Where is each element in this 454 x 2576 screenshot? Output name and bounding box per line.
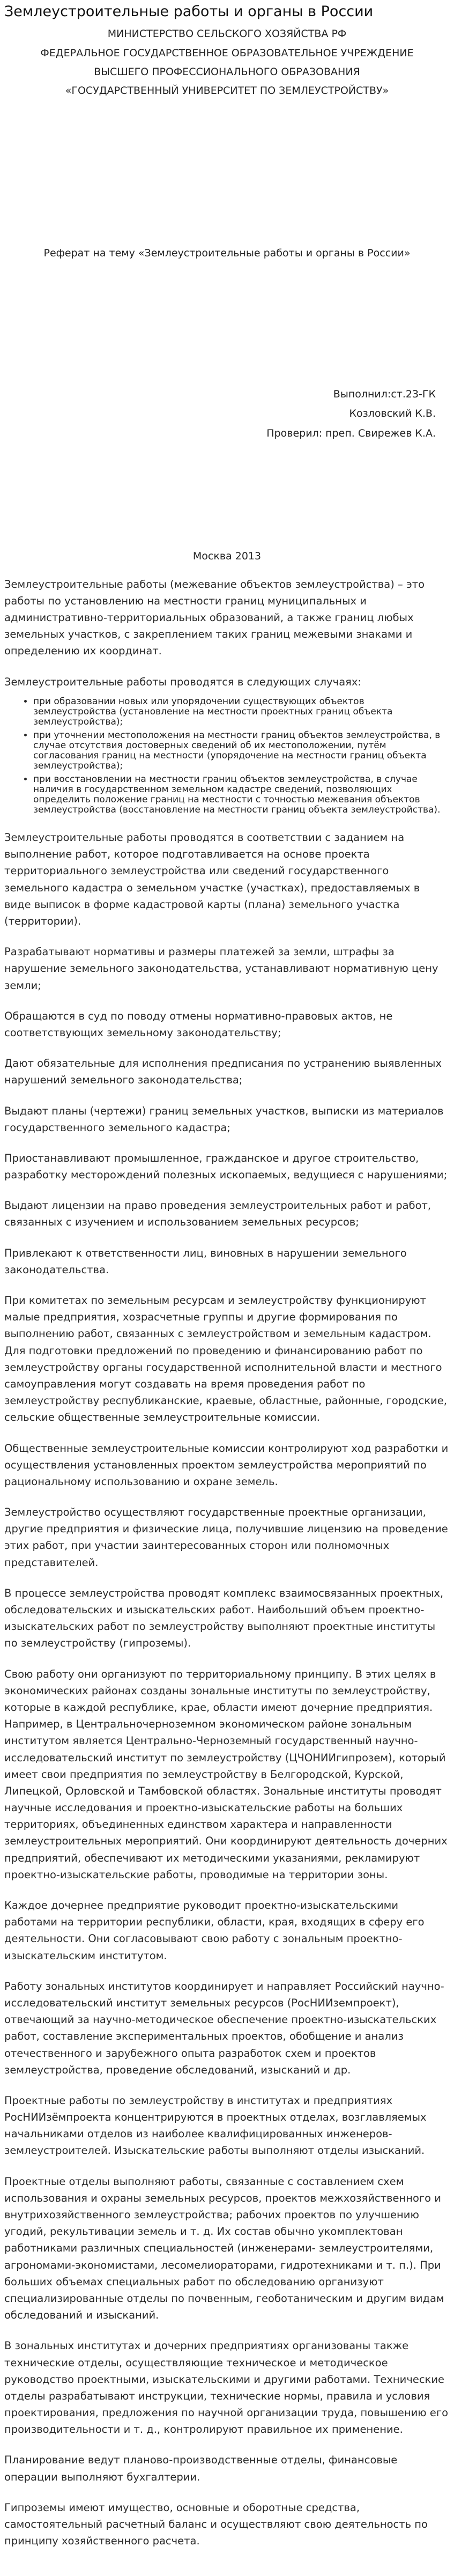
document-title: Землеустроительные работы и органы в России — [4, 3, 374, 20]
checked-by: Проверил: преп. Свирежев К.А. — [266, 427, 436, 439]
paragraph: Землеустройство осуществляют государственные проектные организации, другие предприятия и физические лица, получившие лицензию на проведение этих работ, при участии заинтересованных сторон или полномочных представителей. — [4, 1506, 448, 1569]
header-line-ministry: МИНИСТЕРСТВО СЕЛЬСКОГО ХОЗЯЙСТВА РФ — [107, 28, 347, 40]
paragraph: Гипроземы имеют имущество, основные и оборотные средства, самостоятельный расчетный баланс и осуществляют свою деятельность по принципу хозяйственного расчета. — [4, 2501, 428, 2548]
essay-topic: Реферат на тему «Землеустроительные работы и органы в России» — [43, 247, 411, 259]
paragraph: Каждое дочернее предприятие руководит проектно-изыскательскими работами на территории республики, области, края, входящих в сферу его деятельности. Они согласовывают свою работу с зональным проектно-изыскательским институтом. — [4, 1899, 425, 1962]
paragraph: В зональных институтах и дочерних предприятиях организованы также технические отделы, осуществляющие техническое и методическое руководство проектными, изыскательскими и другими работами. Технические отделы разрабатывают инструкции, технические нормы, правила и условия проектирования, предложения по научной организации труда, повышению его производительности и т. д., контролируют правильное их применение. — [4, 2339, 449, 2436]
paragraph: Проектные работы по землеустройству в институтах и предприятиях РосНИИзёмпроекта концентрируются в проектных отделах, возглавляемых начальниками отделов из наиболее квалифицированных инженеров-землеустроителей. Изыскательские работы выполняют отделы изысканий. — [4, 2094, 427, 2157]
paragraph: Планирование ведут планово-производственные отделы, финансовые операции выполняют бухгалтерии. — [4, 2454, 398, 2483]
paragraph: Выдают лицензии на право проведения землеустроительных работ и работ, связанных с изучением и использованием земельных ресурсов; — [4, 1199, 431, 1229]
paragraph: Свою работу они организуют по территориальному принципу. В этих целях в экономических районах созданы зональные институты по землеустройству, которые в каждой республике, крае, области имеют дочерние предприятия. Например, в Центральночерноземном экономическом районе зональным институтом является Центрально-Черноземный государственный научно-исследовательский институт по землеустройству (ЦЧОНИИгипрозем), который имеет свои предприятия по землеустройству в Белгородской, Курской, Липецкой, Орловской и Тамбовской областях. Зональные институты проводят научные исследования и проектно-изыскательские работы на больших территориях, объединенных единством характера и направленности землеустроительных мероприятий. Они координируют деятельность дочерних предприятий, обеспечивают их методическими указаниями, рекламируют проектно-изыскательские работы, проводимые на территории зоны. — [4, 1667, 448, 1881]
paragraph: При комитетах по земельным ресурсам и землеустройству функционируют малые предприятия, хозрасчетные группы и другие формирования по выполнению работ, связанных с землеустройством и земельным кадастром. Для подготовки предложений по проведению и финансированию работ по землеустройству органы государственной исполнительной власти и местного самоуправления могут создавать на время проведения работ по землеустройству республиканские, краевые, областные, районные, городские, сельские общественные землеустроительные комиссии. — [4, 1294, 447, 1424]
title-page-header — [4, 25, 450, 100]
student-name: Козловский К.В. — [349, 408, 436, 420]
list-item: • при уточнении местоположения на местности границ объектов землеустройства, в случае отсутствия достоверных сведений об их местоположении, путём согласования границ на местности (упорядочение на местности границ объекта землеустройства); — [33, 730, 450, 771]
paragraph: Обращаются в суд по поводу отмены нормативно-правовых актов, не соответствующих земельному законодательству; — [4, 1009, 393, 1039]
paragraph: Дают обязательные для исполнения предписания по устранению выявленных нарушений земельного законодательства; — [4, 1057, 442, 1087]
header-line-higher-education: ВЫСШЕГО ПРОФЕССИОНАЛЬНОГО ОБРАЗОВАНИЯ — [94, 65, 360, 78]
city-year: Москва 2013 — [192, 550, 262, 562]
paragraph: В процессе землеустройства проводят комплекс взаимосвязанных проектных, обследовательских и изыскательских работ. Наибольший объем проектно-изыскательских работ по землеустройству выполняют проектные институты по землеустройству (гипроземы). — [4, 1586, 444, 1650]
paragraph: Проектные отделы выполняют работы, связанные с составлением схем использования и охраны земельных ресурсов, проектов межхозяйственного и внутрихозяйственного землеустройства; рабочих проектов по улучшению угодий, рекультивации земель и т. д. Их состав обычно укомплектован работниками различных специальностей (инженерами- землеустроителями, агрономами-экономистами, лесомелиораторами, гидротехниками и т. п.). При больших объемах специальных работ по обследованию организуют специализированные отделы по почвенным, геоботаническим и другим видам обследований и изысканий. — [4, 2175, 444, 2322]
paragraph: Работу зональных институтов координирует и направляет Российский научно-исследовательский институт земельных ресурсов (РосНИИземпроект), отвечающий за научно-методическое обеспечение проектно-изыскательских работ, составление экспериментальных проектов, обобщение и анализ отечественного и зарубежного опыта разработок схем и проектов землеустройства, проведение обследований, изысканий и др. — [4, 1980, 444, 2076]
paragraph: Землеустроительные работы проводятся в соответствии с заданием на выполнение работ, которое подготавливается на основе проекта территориального землеустройства или сведений государственного земельного кадастра о земельном участке (участках), предоставляемых в виде выписок в форме кадастровой карты (плана) земельного участка (территории). — [4, 831, 420, 928]
cases-list — [4, 697, 450, 815]
list-item: • при образовании новых или упорядочении существующих объектов землеустройства (установление на местности проектных границ объекта землеустройства); — [33, 697, 450, 727]
cases-lead: Землеустроительные работы проводятся в следующих случаях: — [4, 675, 361, 688]
paragraph: Разрабатывают нормативы и размеры платежей за земли, штрафы за нарушение земельного законодательства, устанавливают нормативную цену земли; — [4, 946, 438, 992]
intro-paragraph: Землеустроительные работы (межевание объектов землеустройства) – это работы по установлению на местности границ муниципальных и административно-территориальных образований, а также границ любых земельных участков, с закреплением таких границ межевыми знаками и определению их координат. — [4, 578, 425, 658]
paragraph: Приостанавливают промышленное, гражданское и другое строительство, разработку месторождений полезных ископаемых, ведущиеся с нарушениями; — [4, 1152, 448, 1182]
performed-by: Выполнил:ст.23-ГК — [333, 388, 436, 401]
body-paragraphs — [4, 829, 450, 2549]
paragraph: Общественные землеустроительные комиссии контролируют ход разработки и осуществления установленных проектом землеустройства мероприятий по рациональному использованию и охране земель. — [4, 1442, 449, 1488]
header-line-university: «ГОСУДАРСТВЕННЫЙ УНИВЕРСИТЕТ ПО ЗЕМЛЕУСТРОЙСТВУ» — [65, 84, 389, 97]
list-item: • при восстановлении на местности границ объектов землеустройства, в случае наличия в государственном земельном кадастре сведений, позволяющих определить положение границ на местности с точностью межевания объектов землеустройства (восстановление на местности границ объекта землеустройства). — [33, 774, 450, 815]
header-line-federal: ФЕДЕРАЛЬНОЕ ГОСУДАРСТВЕННОЕ ОБРАЗОВАТЕЛЬНОЕ УЧРЕЖДЕНИЕ — [40, 47, 414, 59]
paragraph: Привлекают к ответственности лиц, виновных в нарушении земельного законодательства. — [4, 1246, 407, 1276]
paragraph: Выдают планы (чертежи) границ земельных участков, выписки из материалов государственного земельного кадастра; — [4, 1104, 444, 1134]
